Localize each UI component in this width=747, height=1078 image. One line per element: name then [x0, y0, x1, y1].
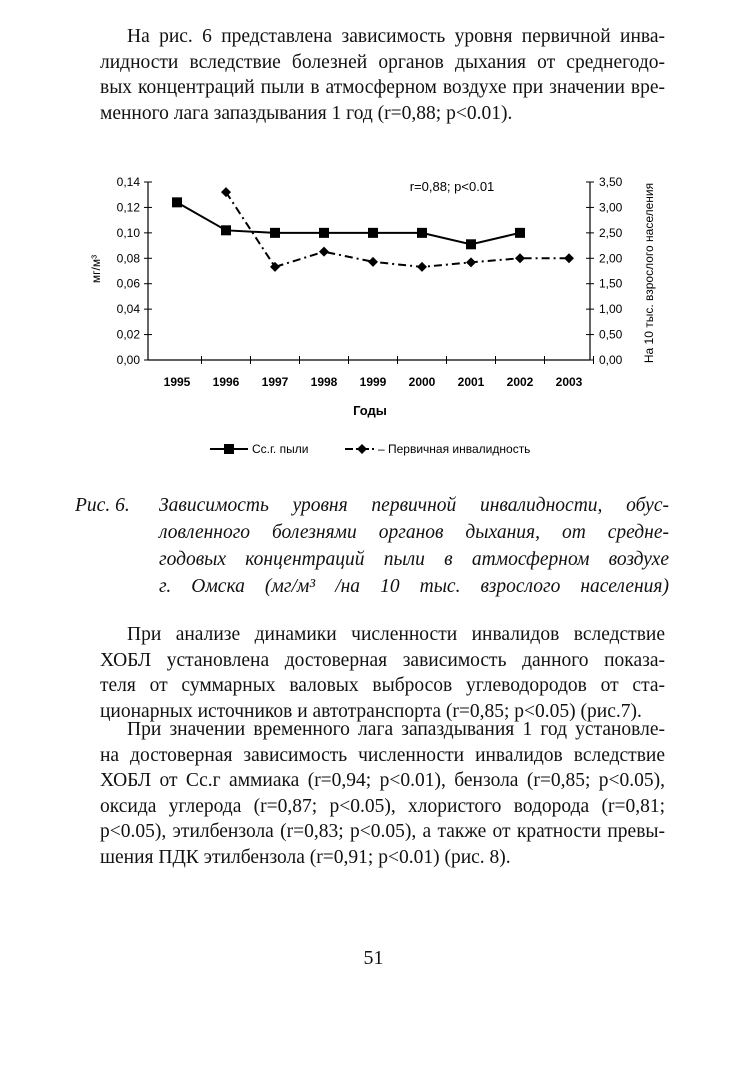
data-point-diamond	[368, 257, 378, 267]
x-tick-label: 1998	[310, 375, 338, 389]
text-line: При анализе динамики численности инвалидов вследствие	[127, 624, 665, 645]
data-point-diamond	[319, 247, 329, 257]
data-point-square	[172, 197, 182, 207]
text-line: лидности вследствие болезней органов дыхания от среднегодо-	[100, 51, 665, 73]
caption-line: годовых концентраций пыли в атмосферном воздухе	[159, 549, 669, 570]
y-tick-label-left: 0,04	[116, 302, 140, 317]
text-line: вых концентраций пыли в атмосферном воздухе при значении вре-	[100, 77, 665, 98]
chart-marks	[172, 187, 574, 272]
legend-dash: –	[378, 442, 385, 456]
legend-label: Сс.г. пыли	[252, 442, 309, 456]
y-tick-label-left: 0,10	[116, 225, 140, 240]
caption-line: г. Омска (мг/м³ /на 10 тыс. взрослого населения)	[159, 576, 669, 597]
text-line: При значении временного лага запаздывания 1 год установле-	[127, 719, 665, 740]
text-line: ХОБЛ от Сс.г аммиака (r=0,94; p<0.01), бензола (r=0,85; p<0.05),	[100, 770, 665, 791]
page-number: 51	[363, 947, 384, 969]
x-tick-label: 2001	[457, 375, 485, 389]
data-point-diamond	[466, 257, 476, 267]
x-tick-label: 1997	[261, 375, 289, 389]
y-tick-label-right: 0,50	[599, 327, 623, 342]
y-tick-label-right: 3,00	[599, 200, 623, 215]
line-chart	[0, 160, 747, 470]
intro-paragraph	[100, 24, 665, 126]
data-point-square	[270, 228, 280, 238]
chart-axes	[117, 175, 623, 389]
caption-label: Рис. 6.	[75, 495, 130, 516]
data-point-square	[417, 228, 427, 238]
y-tick-label-left: 0,14	[116, 175, 140, 189]
y-tick-label-left: 0,00	[116, 353, 140, 367]
chart-legend	[210, 442, 530, 456]
y-tick-label-right: 2,00	[599, 251, 623, 266]
legend-label: Первичная инвалидность	[388, 442, 531, 456]
text-line: оксида углерода (r=0,87; p<0.05), хлористого водорода (r=0,81;	[100, 795, 665, 817]
y-tick-label-right: 0,00	[599, 353, 623, 367]
chart-annotation: r=0,88; p<0.01	[409, 179, 495, 194]
y-axis-title: мг/м³	[89, 254, 103, 284]
y-tick-label-left: 0,12	[116, 200, 140, 215]
y-axis-title-right: На 10 тыс. взрослого населения	[642, 182, 656, 364]
text-line: ционарных источников и автотранспорта (r=0,85; p<0.05) (рис.7).	[100, 700, 642, 722]
x-tick-label: 1999	[359, 375, 387, 389]
data-point-square	[221, 225, 231, 235]
y-tick-label-left: 0,06	[116, 276, 140, 291]
x-tick-label: 1996	[212, 375, 240, 389]
data-point-diamond	[515, 253, 525, 263]
data-point-square	[368, 228, 378, 238]
caption-line: Зависимость уровня первичной инвалидности, обус-	[159, 495, 669, 516]
text-line: p<0.05), этилбензола (r=0,83; p<0.05), а также от кратности превы-	[100, 821, 665, 842]
text-line: ХОБЛ установлена достоверная зависимость данного показа-	[100, 649, 665, 671]
legend-diamond-marker	[357, 444, 367, 454]
text-line: шения ПДК этилбензола (r=0,91; p<0.01) (рис. 8).	[100, 846, 511, 868]
text-line: на достоверная зависимость численности инвалидов вследствие	[100, 744, 665, 766]
y-tick-label-right: 1,50	[599, 276, 623, 291]
x-tick-label: 2000	[408, 375, 436, 389]
text-line: теля от суммарных валовых выбросов углеводородов от ста-	[100, 675, 665, 696]
x-tick-label: 2003	[555, 375, 583, 389]
x-axis-title: Годы	[353, 403, 387, 418]
data-point-square	[319, 228, 329, 238]
data-point-diamond	[564, 253, 574, 263]
y-tick-label-right: 2,50	[599, 225, 623, 240]
data-point-square	[515, 228, 525, 238]
x-tick-label: 2002	[506, 375, 534, 389]
y-tick-label-left: 0,08	[116, 251, 140, 266]
y-tick-label-left: 0,02	[116, 327, 140, 342]
analysis-paragraph	[100, 622, 665, 724]
text-line: На рис. 6 представлена зависимость уровня первичной инва-	[127, 26, 665, 47]
caption-line: ловленного болезнями органов дыхания, от средне-	[159, 522, 669, 543]
legend-square-marker	[224, 444, 234, 454]
y-tick-label-right: 1,00	[599, 302, 623, 317]
data-point-square	[466, 239, 476, 249]
y-tick-label-right: 3,50	[599, 175, 623, 189]
x-tick-label: 1995	[163, 375, 191, 389]
series-line	[177, 202, 520, 244]
text-line: менного лага запаздывания 1 год (r=0,88; p<0.01).	[100, 102, 513, 124]
data-point-diamond	[417, 262, 427, 272]
data-point-diamond	[270, 262, 280, 272]
lag-paragraph	[100, 717, 665, 870]
data-point-diamond	[221, 187, 231, 197]
